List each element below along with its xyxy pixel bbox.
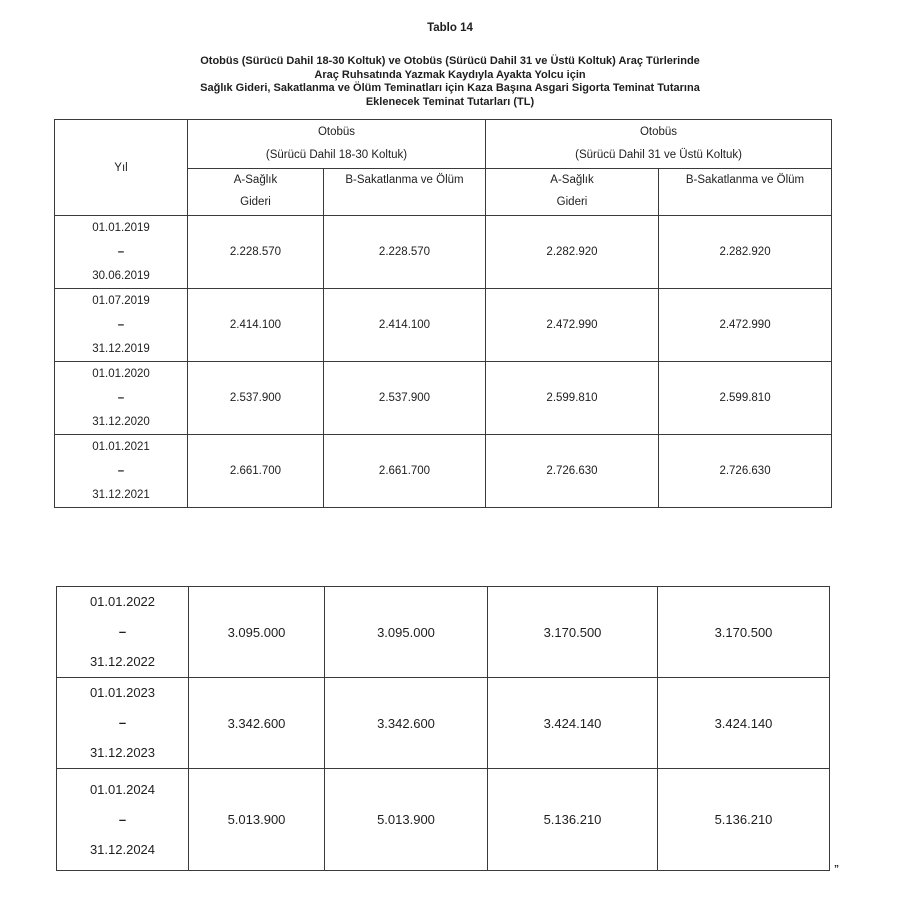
- period-cell: 01.01.2023 – 31.12.2023: [57, 678, 189, 769]
- value-cell: 3.424.140: [488, 678, 658, 769]
- value-cell: 2.537.900: [188, 362, 324, 435]
- table-row: [55, 435, 832, 508]
- table-row: [57, 587, 830, 678]
- value-cell: 2.472.990: [659, 289, 832, 362]
- value-cell: 3.170.500: [488, 587, 658, 678]
- value-cell: 3.095.000: [189, 587, 325, 678]
- value-cell: 3.342.600: [189, 678, 325, 769]
- value-cell: 2.472.990: [486, 289, 659, 362]
- closing-quote-mark: ”: [834, 864, 839, 875]
- value-cell: 2.228.570: [324, 216, 486, 289]
- coverage-table-part-1: [54, 119, 832, 508]
- value-cell: 5.136.210: [488, 769, 658, 871]
- value-cell: 5.013.900: [189, 769, 325, 871]
- value-cell: 2.282.920: [486, 216, 659, 289]
- period-cell: 01.01.2021 – 31.12.2021: [55, 435, 188, 508]
- period-cell: 01.01.2019 – 30.06.2019: [55, 216, 188, 289]
- value-cell: 2.414.100: [324, 289, 486, 362]
- value-cell: 2.228.570: [188, 216, 324, 289]
- group-header-31-plus: Otobüs (Sürücü Dahil 31 ve Üstü Koltuk): [486, 120, 832, 169]
- caption-line: Sağlık Gideri, Sakatlanma ve Ölüm Teminatları için Kaza Başına Asgari Sigorta Teminat Tutarına: [200, 82, 700, 94]
- table-row: [55, 362, 832, 435]
- period-cell: 01.01.2022 – 31.12.2022: [57, 587, 189, 678]
- group-header-18-30: Otobüs (Sürücü Dahil 18-30 Koltuk): [188, 120, 486, 169]
- caption-line: Eklenecek Teminat Tutarları (TL): [365, 95, 535, 108]
- col-header-a-saglik: A-Sağlık Gideri: [188, 169, 324, 216]
- table-title: Tablo 14: [427, 22, 473, 34]
- col-header-b-sakatlanma: B-Sakatlanma ve Ölüm: [324, 169, 486, 216]
- year-header: Yıl: [55, 120, 188, 216]
- value-cell: 2.599.810: [486, 362, 659, 435]
- value-cell: 2.726.630: [486, 435, 659, 508]
- table-row: [57, 678, 830, 769]
- value-cell: 2.537.900: [324, 362, 486, 435]
- table-row: [55, 216, 832, 289]
- col-header-a-saglik: A-Sağlık Gideri: [486, 169, 659, 216]
- value-cell: 3.342.600: [325, 678, 488, 769]
- value-cell: 2.282.920: [659, 216, 832, 289]
- value-cell: 2.661.700: [188, 435, 324, 508]
- value-cell: 3.424.140: [658, 678, 830, 769]
- value-cell: 2.661.700: [324, 435, 486, 508]
- value-cell: 2.414.100: [188, 289, 324, 362]
- value-cell: 3.095.000: [325, 587, 488, 678]
- table-caption: [130, 55, 770, 109]
- value-cell: 3.170.500: [658, 587, 830, 678]
- table-row: [57, 769, 830, 871]
- period-cell: 01.01.2024 – 31.12.2024: [57, 769, 189, 871]
- period-cell: 01.01.2020 – 31.12.2020: [55, 362, 188, 435]
- col-header-b-sakatlanma: B-Sakatlanma ve Ölüm: [659, 169, 832, 216]
- value-cell: 2.726.630: [659, 435, 832, 508]
- coverage-table-part-2: [56, 586, 830, 871]
- value-cell: 5.013.900: [325, 769, 488, 871]
- caption-line: Araç Ruhsatında Yazmak Kaydıyla Ayakta Yolcu için: [314, 68, 586, 81]
- caption-line: Otobüs (Sürücü Dahil 18-30 Koltuk) ve Otobüs (Sürücü Dahil 31 ve Üstü Koltuk) Araç Türlerinde: [200, 55, 700, 67]
- table-row: [55, 289, 832, 362]
- value-cell: 5.136.210: [658, 769, 830, 871]
- period-cell: 01.07.2019 – 31.12.2019: [55, 289, 188, 362]
- value-cell: 2.599.810: [659, 362, 832, 435]
